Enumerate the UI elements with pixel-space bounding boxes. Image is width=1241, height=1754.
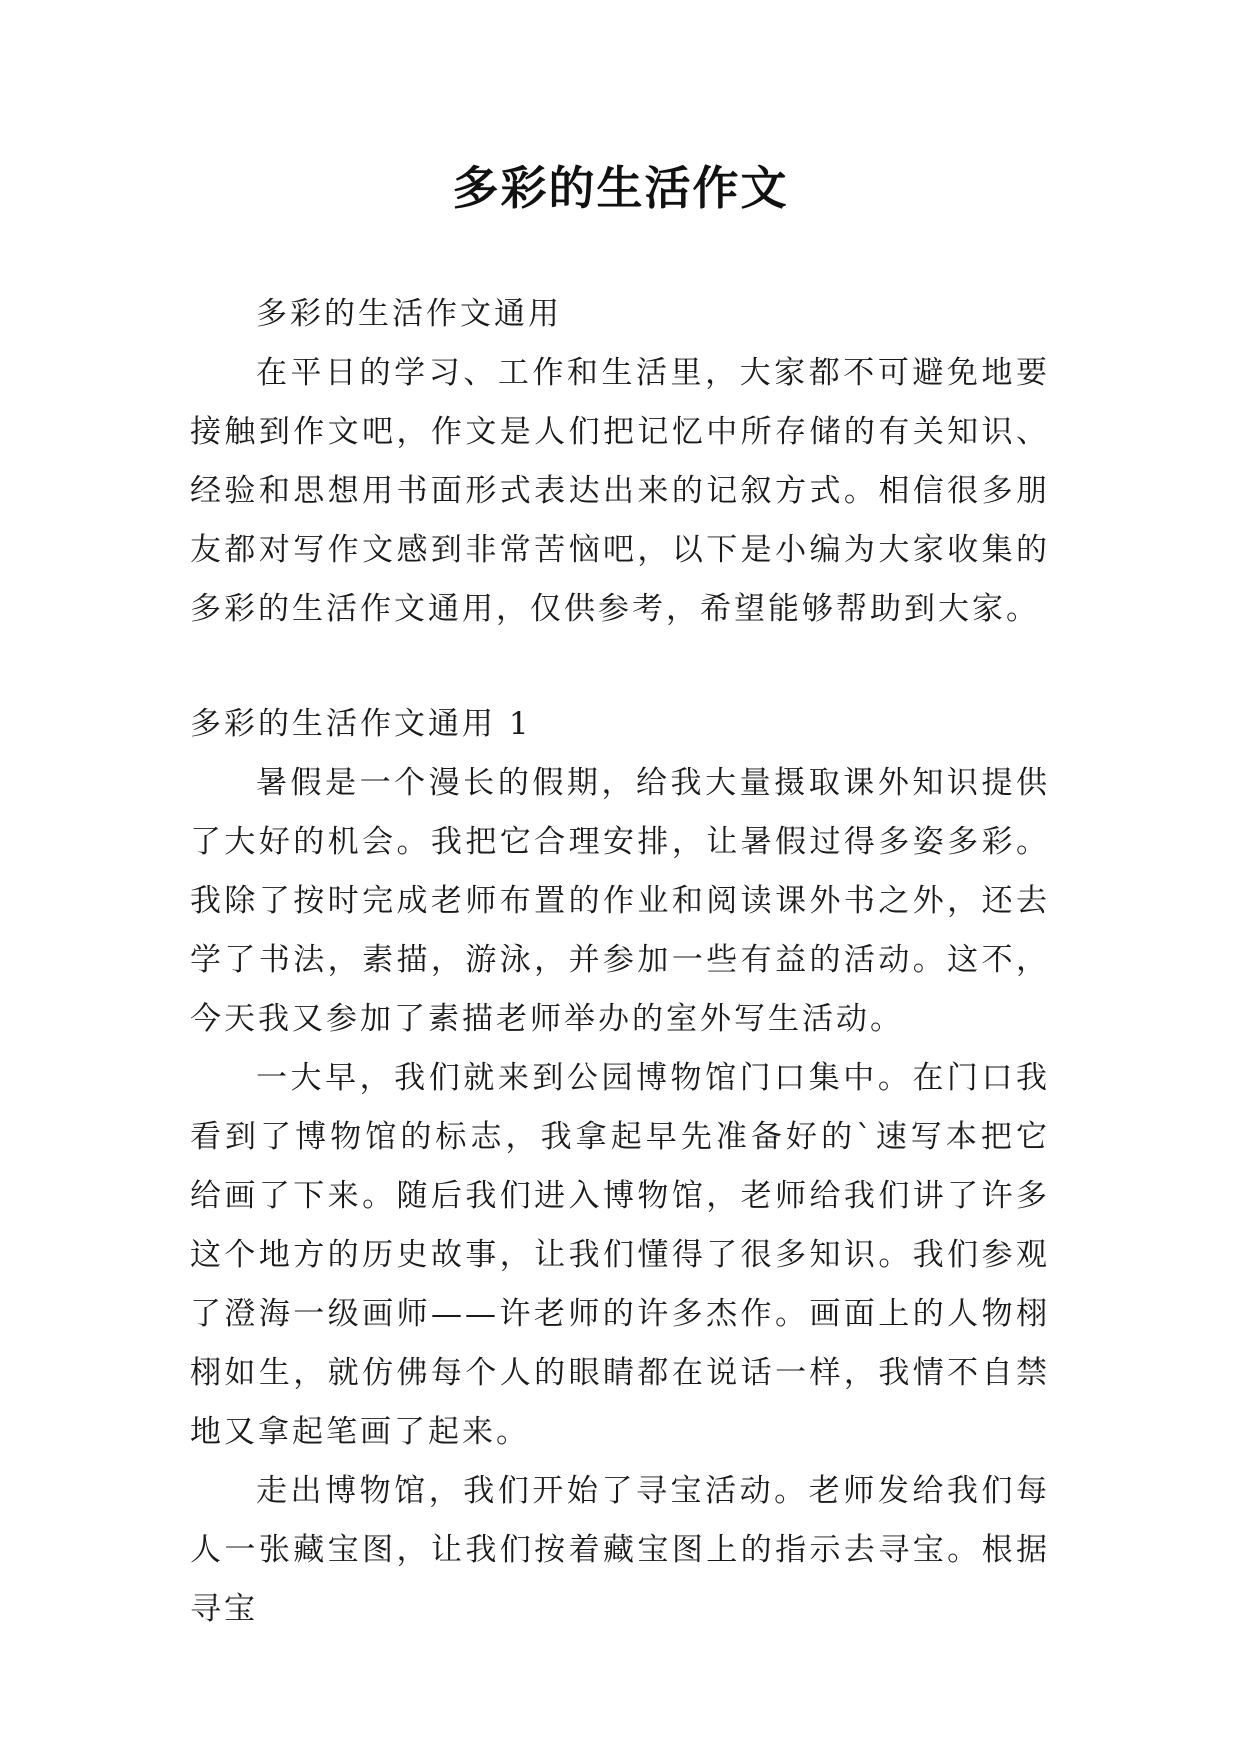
section-paragraph-3: 走出博物馆，我们开始了寻宝活动。老师发给我们每人一张藏宝图，让我们按着藏宝图上的指示去寻宝。根据寻宝 xyxy=(190,1473,1050,1627)
section-heading: 多彩的生活作文通用 1 xyxy=(190,706,532,742)
document-title: 多彩的生活作文 xyxy=(452,161,789,215)
section-paragraph-1: 暑假是一个漫长的假期，给我大量摄取课外知识提供了大好的机会。我把它合理安排，让暑假过得多姿多彩。我除了按时完成老师布置的作业和阅读课外书之外，还去学了书法，素描，游泳，并参加一些有益的活动。这不，今天我又参加了素描老师举办的室外写生活动。 xyxy=(190,765,1050,1037)
intro-paragraph: 在平日的学习、工作和生活里，大家都不可避免地要接触到作文吧，作文是人们把记忆中所存储的有关知识、经验和思想用书面形式表达出来的记叙方式。相信很多朋友都对写作文感到非常苦恼吧，以下是小编为大家收集的多彩的生活作文通用，仅供参考，希望能够帮助到大家。 xyxy=(190,355,1050,627)
document-body xyxy=(190,285,1050,1639)
subtitle-paragraph: 多彩的生活作文通用 xyxy=(256,296,562,332)
section-paragraph-2: 一大早，我们就来到公园博物馆门口集中。在门口我看到了博物馆的标志，我拿起早先准备好的`速写本把它给画了下来。随后我们进入博物馆，老师给我们讲了许多这个地方的历史故事，让我们懂得了很多知识。我们参观了澄海一级画师——许老师的许多杰作。画面上的人物栩栩如生，就仿佛每个人的眼睛都在说话一样，我情不自禁地又拿起笔画了起来。 xyxy=(190,1060,1050,1450)
